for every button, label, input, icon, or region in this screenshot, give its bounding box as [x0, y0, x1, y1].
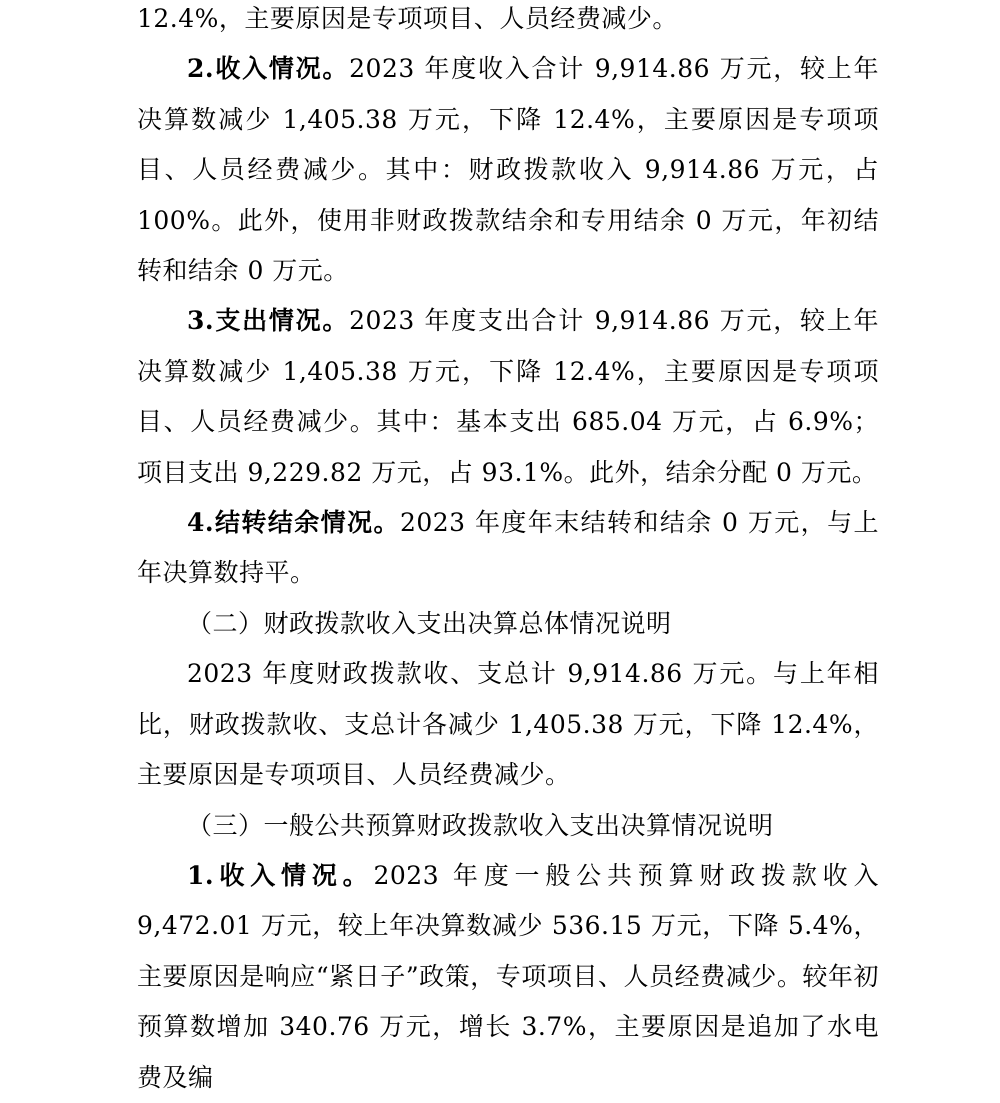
section-heading-text: （二）财政拨款收入支出决算总体情况说明: [187, 608, 672, 638]
paragraph-text: 2023 年度一般公共预算财政拨款收入 9,472.01 万元，较上年决算数减少 536.15 万元，下降 5.4%，主要原因是响应“紧日子”政策，专项项目、人员经费减少。较年初预算数增加 340.76 万元，增长 3.7%，主要原因是追加了水电费及编: [137, 860, 879, 1092]
paragraph-heading: 2.收入情况。: [187, 54, 350, 84]
paragraph-text: 2023 年度收入合计 9,914.86 万元，较上年决算数减少 1,405.38 万元，下降 12.4%，主要原因是专项项目、人员经费减少。其中：财政拨款收入 9,914.86 万元，占 100%。此外，使用非财政拨款结余和专用结余 0 万元，年初结转和结余 0 万元。: [137, 54, 879, 286]
paragraph-fiscal-total: [137, 649, 879, 800]
paragraph-heading: 3.支出情况。: [187, 306, 350, 336]
paragraph-heading: 1.收入情况。: [187, 860, 374, 890]
section-heading-3: [137, 801, 879, 851]
paragraph-general-budget-income: [137, 851, 879, 1103]
paragraph-carryover: [137, 498, 879, 599]
paragraph-text: 2023 年度支出合计 9,914.86 万元，较上年决算数减少 1,405.38 万元，下降 12.4%，主要原因是专项项目、人员经费减少。其中：基本支出 685.04 万元，占 6.9%；项目支出 9,229.82 万元，占 93.1%。此外，结余分配 0 万元。: [137, 306, 879, 487]
paragraph-text: 12.4%，主要原因是专项项目、人员经费减少。: [137, 4, 678, 33]
document-page: [137, 0, 879, 1103]
paragraph-continuation: [137, 0, 879, 44]
paragraph-text: 2023 年度年末结转和结余 0 万元，与上年决算数持平。: [137, 508, 880, 588]
section-heading-2: [137, 599, 879, 649]
section-heading-text: （三）一般公共预算财政拨款收入支出决算情况说明: [187, 810, 774, 840]
paragraph-expenditure: [137, 296, 879, 498]
paragraph-text: 2023 年度财政拨款收、支总计 9,914.86 万元。与上年相比，财政拨款收、支总计各减少 1,405.38 万元，下降 12.4%，主要原因是专项项目、人员经费减少。: [137, 659, 879, 790]
paragraph-heading: 4.结转结余情况。: [187, 508, 400, 538]
paragraph-income: [137, 44, 879, 296]
